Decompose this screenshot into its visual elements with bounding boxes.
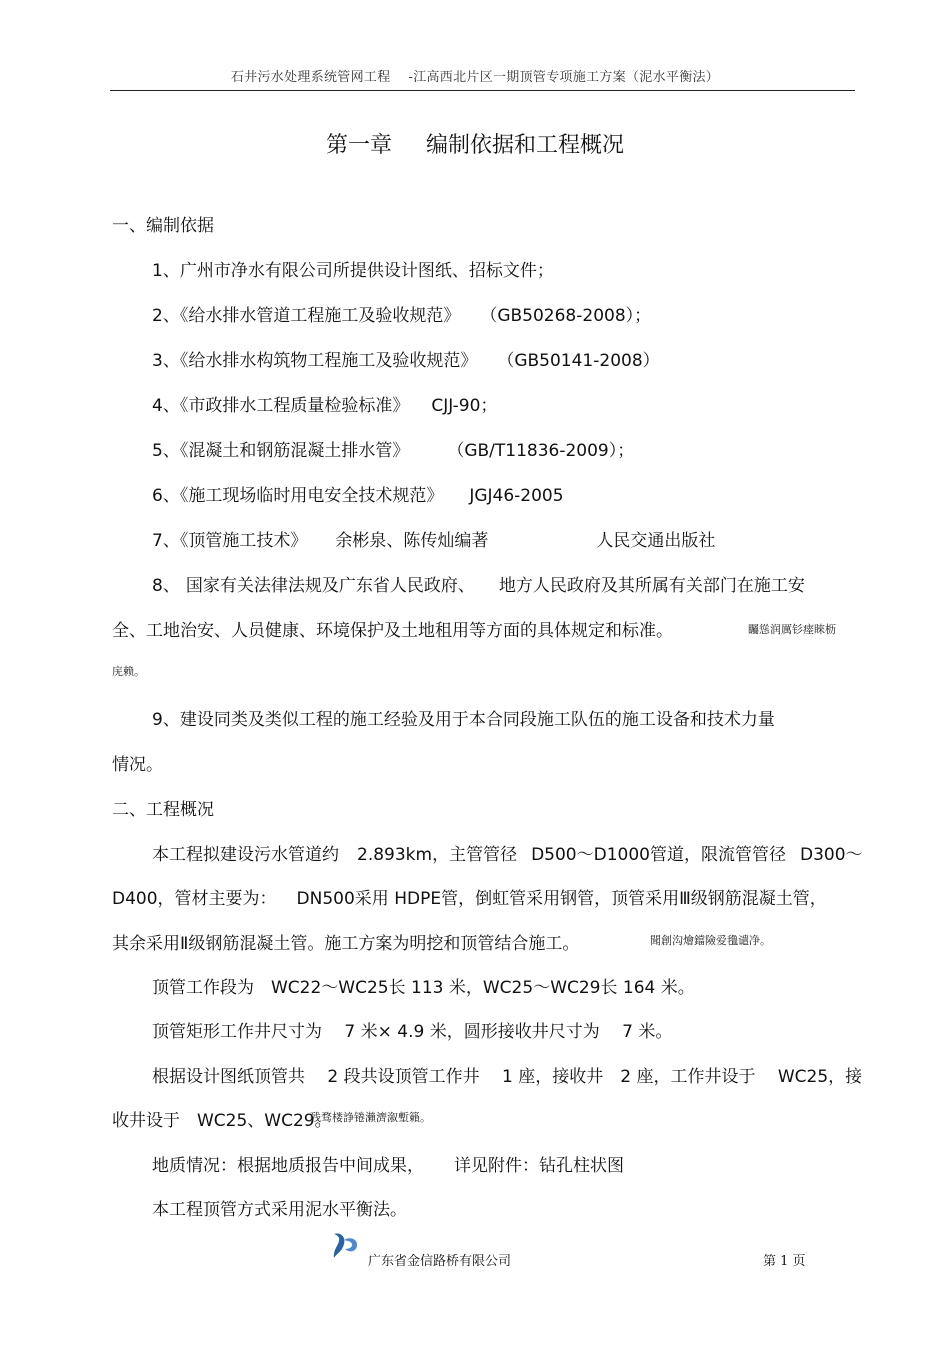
overview-noise-2: 残骛楼諍锩瀨濟溆塹籟。	[310, 1111, 431, 1124]
basis-item-4	[152, 391, 497, 416]
chapter-number: 第一章	[325, 133, 392, 158]
basis-item-2-code: （GB50268-2008）；	[480, 306, 652, 326]
basis-item-8-text-b: 地方人民政府及其所属有关部门在施工安	[498, 576, 805, 596]
basis-item-8-cont: 全、工地治安、人员健康、环境保护及土地租用等方面的具体规定和标准。	[112, 621, 673, 641]
overview-text: D400，管材主要为：	[112, 889, 277, 909]
basis-item-8-num: 8、	[152, 576, 180, 596]
basis-item-9-cont: 情况。	[112, 755, 163, 775]
header-subtitle: -江高西北片区一期顶管专项施工方案（泥水平衡法）	[408, 70, 720, 85]
basis-item-7-name: 7、《顶管施工技术》	[152, 531, 308, 551]
overview-para-2: 顶管工作段为 WC22～WC25长 113 米，WC25～WC29长 164 米。	[152, 978, 695, 998]
basis-item-2	[152, 301, 651, 326]
basis-item-9: 9、建设同类及类似工程的施工经验及用于本合同段施工队伍的施工设备和技术力量	[152, 710, 775, 730]
page-number: 第 1 页	[763, 1254, 806, 1269]
basis-item-2-name: 2、《给水排水管道工程施工及验收规范》	[152, 306, 461, 326]
basis-item-8-text-a: 国家有关法律法规及广东省人民政府、	[185, 576, 475, 596]
basis-item-8-noise: 矚慫润厲钐瘗睞枥	[748, 623, 836, 636]
overview-text: 详见附件：钻孔柱状图	[454, 1156, 624, 1176]
header-rule	[110, 90, 855, 91]
basis-item-8-noise-2: 庑赖。	[112, 665, 145, 678]
chapter-name: 编制依据和工程概况	[426, 133, 625, 158]
header-project: 石井污水处理系统管网工程	[230, 70, 391, 85]
basis-item-4-name: 4、《市政排水工程质量检验标准》	[152, 396, 410, 416]
overview-text: D500～D1000管道，限流管管径	[531, 845, 786, 865]
overview-para-1-cont	[112, 884, 827, 909]
overview-para-4-cont: 收井设于 WC25、WC29。	[112, 1111, 332, 1131]
overview-para-6: 本工程顶管方式采用泥水平衡法。	[152, 1200, 407, 1220]
overview-text: 地质情况：根据地质报告中间成果，	[152, 1156, 424, 1176]
section-heading-basis: 一、编制依据	[112, 216, 214, 236]
overview-para-1	[152, 840, 863, 865]
basis-item-1: 1、广州市净水有限公司所提供设计图纸、招标文件；	[152, 261, 554, 281]
basis-item-6-name: 6、《施工现场临时用电安全技术规范》	[152, 486, 444, 506]
overview-para-3: 顶管矩形工作井尺寸为 7 米× 4.9 米，圆形接收井尺寸为 7 米。	[152, 1022, 673, 1042]
basis-item-3-code: （GB50141-2008）	[497, 351, 660, 371]
basis-item-3-name: 3、《给水排水构筑物工程施工及验收规范》	[152, 351, 478, 371]
overview-para-1-end: 其余采用Ⅱ级钢筋混凝土管。施工方案为明挖和顶管结合施工。	[112, 934, 580, 954]
section-heading-overview: 二、工程概况	[112, 800, 214, 820]
basis-item-4-code: CJJ-90；	[431, 396, 498, 416]
basis-item-5-code: （GB/T11836-2009）；	[447, 441, 635, 461]
running-header	[0, 66, 950, 85]
overview-text: 2.893km，主管管径	[357, 845, 518, 865]
basis-item-7	[152, 526, 715, 551]
basis-item-6	[152, 481, 564, 506]
company-logo-icon	[330, 1230, 360, 1260]
basis-item-7-authors: 余彬泉、陈传灿编著	[335, 531, 489, 551]
overview-text: DN500采用 HDPE管，倒虹管采用钢管，顶管采用Ⅲ级钢筋混凝土管，	[296, 889, 827, 909]
overview-noise-1: 聞創沟燴鐺險爱氇谴净。	[650, 934, 771, 947]
basis-item-3	[152, 346, 660, 371]
basis-item-7-publisher: 人民交通出版社	[596, 531, 716, 551]
overview-para-5	[152, 1151, 624, 1176]
basis-item-5-name: 5、《混凝土和钢筋混凝土排水管》	[152, 441, 410, 461]
chapter-title	[0, 128, 950, 159]
basis-item-6-code: JGJ46-2005	[469, 486, 564, 506]
footer-company: 广东省金信路桥有限公司	[368, 1254, 512, 1269]
basis-item-8	[152, 571, 805, 596]
overview-text: 本工程拟建设污水管道约	[152, 845, 339, 865]
basis-item-5	[152, 436, 634, 461]
overview-para-4: 根据设计图纸顶管共 2 段共设顶管工作井 1 座，接收井 2 座，工作井设于 WC25，接	[152, 1067, 863, 1087]
overview-text: D300～	[799, 845, 863, 865]
